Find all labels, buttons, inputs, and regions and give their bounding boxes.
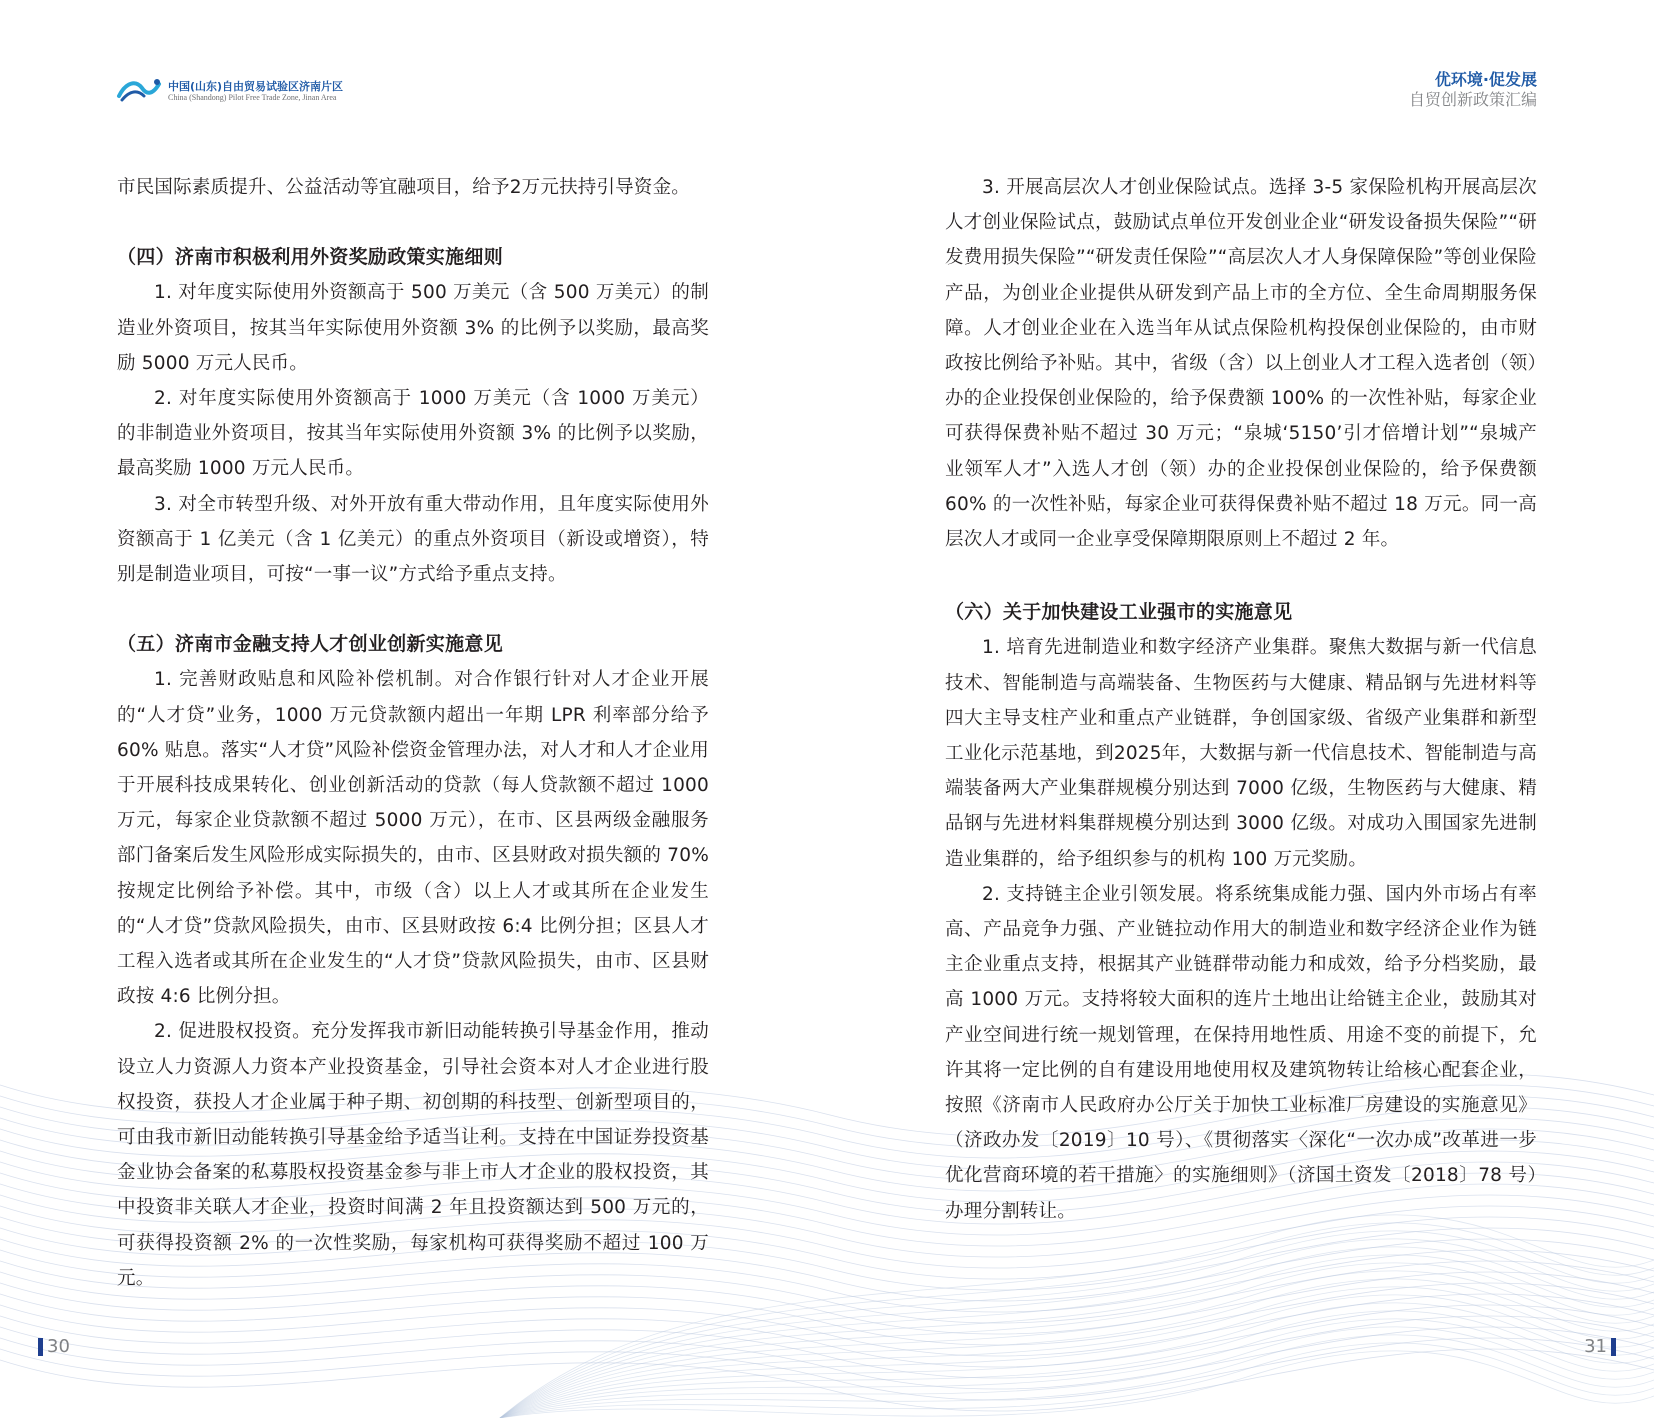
section-4-paragraph-2: 2. 对年度实际使用外资额高于 1000 万美元（含 1000 万美元）的非制造业外资项目，按其当年实际使用外资额 3% 的比例予以奖励，最高奖励 1000 万元人民币。 xyxy=(117,388,709,480)
wave-line xyxy=(500,1351,1654,1418)
intro-paragraph: 市民国际素质提升、公益活动等宜融项目，给予2万元扶持引导资金。 xyxy=(117,177,690,198)
section-5-heading: （五）济南市金融支持人才创业创新实施意见 xyxy=(117,633,504,656)
section-4-paragraph-3: 3. 对全市转型升级、对外开放有重大带动作用，且年度实际使用外资额高于 1 亿美元（含 1 亿美元）的重点外资项目（新设或增资），特别是制造业项目，可按“一事一议”方式给予重点支持。 xyxy=(117,493,709,586)
section-5-paragraph-2: 2. 促进股权投资。充分发挥我市新旧动能转换引导基金作用，推动设立人力资源人力资本产业投资基金，引导社会资本对人才企业进行股权投资，获投人才企业属于种子期、初创期的科技型、创新型项目的，可由我市新旧动能转换引导基金给予适当让利。支持在中国证券投资基金业协会备案的私募股权投资基金参与非上市人才企业的股权投资，其中投资非关联人才企业，投资时间满 2 年且投资额达到 500 万元的，可获得投资额 2% 的一次性奖励，每家机构可获得奖励不超过 100 万元。 xyxy=(117,1021,709,1289)
right-page-column xyxy=(945,170,1537,1229)
page-number-left-text: 30 xyxy=(47,1336,70,1357)
wave-line xyxy=(0,1338,1654,1400)
wave-line xyxy=(500,1279,1654,1418)
logo-name-cn: 中国(山东)自由贸易试验区济南片区 xyxy=(168,79,344,93)
section-5-paragraph-1: 1. 完善财政贴息和风险补偿机制。对合作银行针对人才企业开展的“人才贷”业务，1000 万元贷款额内超出一年期 LPR 利率部分给予 60% 贴息。落实“人才贷”风险补偿资金管理办法，对人才和人才企业用于开展科技成果转化、创业创新活动的贷款（每人贷款额不超过 1000 万元，每家企业贷款额不超过 5000 万元），在市、区县两级金融服务部门备案后发生风险形成实际损失的，由市、区县财政对损失额的 70% 按规定比例给予补偿。其中，市级（含）以上人才或其所在企业发生的“人才贷”贷款风险损失，由市、区县财政按 6:4 比例分担；区县人才工程入选者或其所在企业发生的“人才贷”贷款风险损失，由市、区县财政按 4:6 比例分担。 xyxy=(117,669,709,1008)
header-title: 优环境·促发展 xyxy=(1434,70,1537,89)
logo xyxy=(116,76,343,106)
page-marker-bar xyxy=(38,1338,43,1356)
section-4-paragraph-1: 1. 对年度实际使用外资额高于 500 万美元（含 500 万美元）的制造业外资项目，按其当年实际使用外资额 3% 的比例予以奖励，最高奖励 5000 万元人民币。 xyxy=(117,282,709,374)
section-6-heading: （六）关于加快建设工业强市的实施意见 xyxy=(945,601,1293,624)
page-marker-bar xyxy=(1611,1338,1616,1356)
sdpftz-logo-icon xyxy=(116,76,162,106)
insurance-paragraph: 3. 开展高层次人才创业保险试点。选择 3-5 家保险机构开展高层次人才创业保险试点，鼓励试点单位开发创业企业“研发设备损失保险”“研发费用损失保险”“研发责任保险”“高层次人才人身保障保险”等创业保险产品，为创业企业提供从研发到产品上市的全方位、全生命周期服务保障。人才创业企业在入选当年从试点保险机构投保创业保险的，由市财政按比例给予补贴。其中，省级（含）以上创业人才工程入选者创（领）办的企业投保创业保险的，给予保费额 100% 的一次性补贴，每家企业可获得保费补贴不超过 30 万元；“泉城‘5150’引才倍增计划”“泉城产业领军人才”入选人才创（领）办的企业投保创业保险的，给予保费额 60% 的一次性补贴，每家企业可获得保费补贴不超过 18 万元。同一高层次人才或同一企业享受保障期限原则上不超过 2 年。 xyxy=(945,177,1537,551)
header-right xyxy=(1409,70,1537,110)
section-4-heading: （四）济南市积极利用外资奖励政策实施细则 xyxy=(117,246,504,269)
logo-name-en: China (Shandong) Pilot Free Trade Zone, Jinan Area xyxy=(168,92,337,102)
wave-line xyxy=(0,1316,1654,1378)
page-number-right xyxy=(1584,1336,1616,1357)
wave-line xyxy=(0,1327,1654,1389)
section-6-paragraph-2: 2. 支持链主企业引领发展。将系统集成能力强、国内外市场占有率高、产品竞争力强、产业链拉动作用大的制造业和数字经济企业作为链主企业重点支持，根据其产业链群带动能力和成效，给予分档奖励，最高 1000 万元。支持将较大面积的连片土地出让给链主企业，鼓励其对产业空间进行统一规划管理，在保持用地性质、用途不变的前提下，允许其将一定比例的自有建设用地使用权及建筑物转让给核心配套企业，按照《济南市人民政府办公厅关于加快工业标准厂房建设的实施意见》（济政办发〔2019〕10 号）、《贯彻落实〈深化“一次办成”改革进一步优化营商环境的若干措施〉的实施细则》（济国土资发〔2018〕78 号）办理分割转让。 xyxy=(945,883,1537,1222)
wave-line xyxy=(0,1305,1654,1367)
header-subtitle: 自贸创新政策汇编 xyxy=(1408,90,1537,109)
page-number-right-text: 31 xyxy=(1584,1336,1607,1357)
wave-line xyxy=(500,1303,1654,1418)
page-number-left xyxy=(38,1336,70,1357)
section-6-paragraph-1: 1. 培育先进制造业和数字经济产业集群。聚焦大数据与新一代信息技术、智能制造与高端装备、生物医药与大健康、精品钢与先进材料等四大主导支柱产业和重点产业链群，争创国家级、省级产业集群和新型工业化示范基地，到2025年，大数据与新一代信息技术、智能制造与高端装备两大产业集群规模分别达到 7000 亿级，生物医药与大健康、精品钢与先进材料集群规模分别达到 3000 亿级。对成功入围国家先进制造业集群的，给予组织参与的机构 100 万元奖励。 xyxy=(945,637,1537,870)
left-page-column xyxy=(117,170,709,1296)
